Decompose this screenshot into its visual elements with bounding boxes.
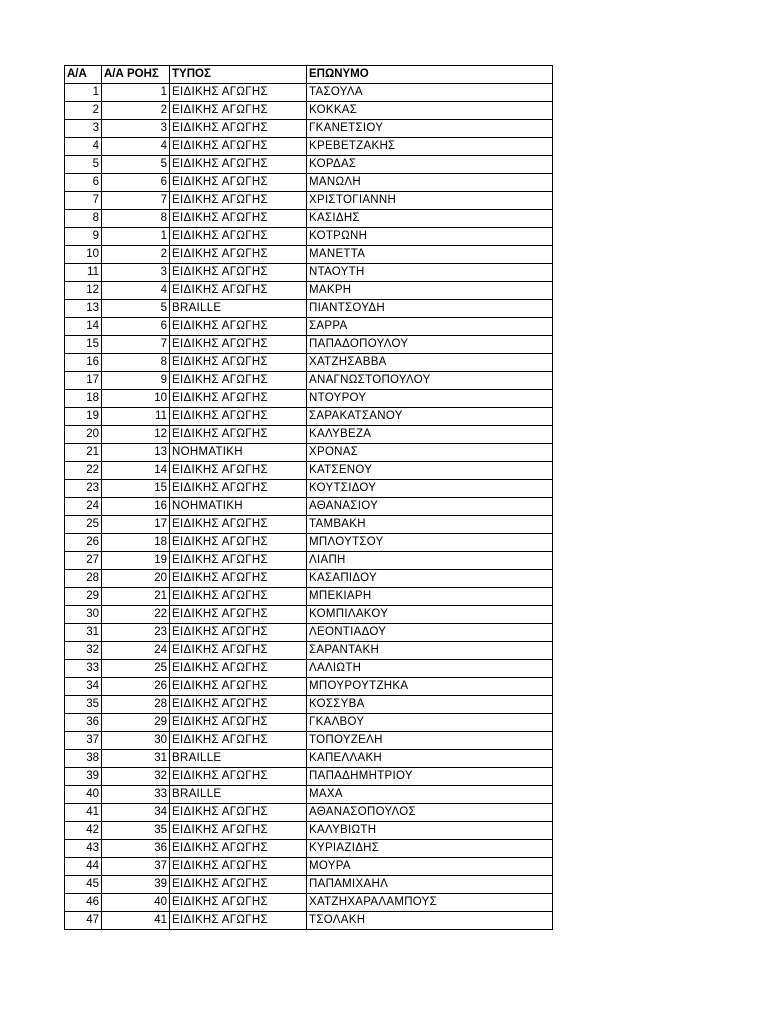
cell-aa: 6	[65, 174, 102, 192]
cell-aa: 21	[65, 444, 102, 462]
cell-eponymo: ΑΘΑΝΑΣΙΟΥ	[307, 498, 553, 516]
cell-aa-rois: 4	[102, 138, 170, 156]
cell-aa: 40	[65, 786, 102, 804]
table-row	[65, 300, 553, 318]
table-row	[65, 894, 553, 912]
cell-typos: ΕΙΔΙΚΗΣ ΑΓΩΓΗΣ	[170, 768, 307, 786]
cell-aa: 34	[65, 678, 102, 696]
cell-aa-rois: 29	[102, 714, 170, 732]
table-row	[65, 174, 553, 192]
cell-typos: ΕΙΔΙΚΗΣ ΑΓΩΓΗΣ	[170, 570, 307, 588]
cell-eponymo: ΤΑΣΟΥΛΑ	[307, 84, 553, 102]
table-row	[65, 246, 553, 264]
cell-typos: ΕΙΔΙΚΗΣ ΑΓΩΓΗΣ	[170, 210, 307, 228]
cell-aa-rois: 20	[102, 570, 170, 588]
cell-aa-rois: 3	[102, 264, 170, 282]
table-row	[65, 282, 553, 300]
cell-aa: 42	[65, 822, 102, 840]
table-row	[65, 516, 553, 534]
cell-typos: ΕΙΔΙΚΗΣ ΑΓΩΓΗΣ	[170, 336, 307, 354]
cell-aa: 38	[65, 750, 102, 768]
cell-aa-rois: 22	[102, 606, 170, 624]
table-row	[65, 228, 553, 246]
cell-aa-rois: 23	[102, 624, 170, 642]
cell-aa-rois: 40	[102, 894, 170, 912]
table-row	[65, 858, 553, 876]
cell-typos: ΕΙΔΙΚΗΣ ΑΓΩΓΗΣ	[170, 282, 307, 300]
cell-typos: ΕΙΔΙΚΗΣ ΑΓΩΓΗΣ	[170, 804, 307, 822]
cell-aa: 36	[65, 714, 102, 732]
cell-aa-rois: 31	[102, 750, 170, 768]
cell-aa: 1	[65, 84, 102, 102]
cell-eponymo: ΜΠΟΥΡΟΥΤΖΗΚΑ	[307, 678, 553, 696]
cell-aa-rois: 15	[102, 480, 170, 498]
table-row	[65, 444, 553, 462]
table-row	[65, 138, 553, 156]
cell-aa-rois: 39	[102, 876, 170, 894]
cell-eponymo: ΚΡΕΒΕΤΖΑΚΗΣ	[307, 138, 553, 156]
table-row	[65, 678, 553, 696]
cell-aa: 10	[65, 246, 102, 264]
cell-aa: 22	[65, 462, 102, 480]
cell-eponymo: ΛΙΑΠΗ	[307, 552, 553, 570]
table-row	[65, 642, 553, 660]
table-row	[65, 336, 553, 354]
cell-aa: 33	[65, 660, 102, 678]
cell-eponymo: ΓΚΑΛΒΟΥ	[307, 714, 553, 732]
table-row	[65, 876, 553, 894]
cell-aa-rois: 8	[102, 354, 170, 372]
cell-typos: ΕΙΔΙΚΗΣ ΑΓΩΓΗΣ	[170, 408, 307, 426]
table-row	[65, 534, 553, 552]
cell-typos: ΕΙΔΙΚΗΣ ΑΓΩΓΗΣ	[170, 372, 307, 390]
table-row	[65, 624, 553, 642]
cell-aa: 17	[65, 372, 102, 390]
cell-typos: ΕΙΔΙΚΗΣ ΑΓΩΓΗΣ	[170, 462, 307, 480]
cell-typos: ΕΙΔΙΚΗΣ ΑΓΩΓΗΣ	[170, 246, 307, 264]
cell-eponymo: ΚΑΤΣΕΝΟΥ	[307, 462, 553, 480]
header-eponymo: ΕΠΩΝΥΜΟ	[307, 66, 553, 84]
cell-eponymo: ΣΑΡΡΑ	[307, 318, 553, 336]
cell-aa: 23	[65, 480, 102, 498]
cell-eponymo: ΣΑΡΑΝΤΑΚΗ	[307, 642, 553, 660]
cell-eponymo: ΛΑΛΙΩΤΗ	[307, 660, 553, 678]
cell-aa-rois: 21	[102, 588, 170, 606]
cell-aa: 45	[65, 876, 102, 894]
cell-aa: 26	[65, 534, 102, 552]
cell-eponymo: ΤΟΠΟΥΖΕΛΗ	[307, 732, 553, 750]
table-row	[65, 156, 553, 174]
cell-eponymo: ΚΑΣΙΔΗΣ	[307, 210, 553, 228]
cell-aa: 16	[65, 354, 102, 372]
cell-aa-rois: 16	[102, 498, 170, 516]
cell-aa-rois: 41	[102, 912, 170, 930]
cell-typos: ΕΙΔΙΚΗΣ ΑΓΩΓΗΣ	[170, 120, 307, 138]
cell-aa-rois: 10	[102, 390, 170, 408]
cell-aa-rois: 24	[102, 642, 170, 660]
cell-aa-rois: 13	[102, 444, 170, 462]
table-row	[65, 588, 553, 606]
cell-aa-rois: 4	[102, 282, 170, 300]
header-aa-rois: Α/Α ΡΟΗΣ	[102, 66, 170, 84]
cell-typos: BRAILLE	[170, 786, 307, 804]
cell-typos: BRAILLE	[170, 300, 307, 318]
cell-aa-rois: 26	[102, 678, 170, 696]
cell-aa: 13	[65, 300, 102, 318]
table-row	[65, 264, 553, 282]
cell-aa: 18	[65, 390, 102, 408]
table-row	[65, 732, 553, 750]
table-row	[65, 570, 553, 588]
cell-aa-rois: 37	[102, 858, 170, 876]
cell-aa: 46	[65, 894, 102, 912]
cell-aa-rois: 18	[102, 534, 170, 552]
cell-aa-rois: 8	[102, 210, 170, 228]
cell-aa-rois: 1	[102, 84, 170, 102]
cell-typos: ΕΙΔΙΚΗΣ ΑΓΩΓΗΣ	[170, 642, 307, 660]
cell-aa-rois: 28	[102, 696, 170, 714]
cell-typos: ΕΙΔΙΚΗΣ ΑΓΩΓΗΣ	[170, 624, 307, 642]
cell-aa-rois: 34	[102, 804, 170, 822]
cell-typos: ΕΙΔΙΚΗΣ ΑΓΩΓΗΣ	[170, 84, 307, 102]
cell-typos: ΕΙΔΙΚΗΣ ΑΓΩΓΗΣ	[170, 426, 307, 444]
table-row	[65, 840, 553, 858]
cell-typos: ΕΙΔΙΚΗΣ ΑΓΩΓΗΣ	[170, 534, 307, 552]
cell-aa-rois: 17	[102, 516, 170, 534]
table-row	[65, 318, 553, 336]
cell-eponymo: ΚΑΛΥΒΙΩΤΗ	[307, 822, 553, 840]
header-typos: ΤΥΠΟΣ	[170, 66, 307, 84]
table-row	[65, 912, 553, 930]
cell-aa: 31	[65, 624, 102, 642]
table-row	[65, 498, 553, 516]
cell-typos: ΕΙΔΙΚΗΣ ΑΓΩΓΗΣ	[170, 822, 307, 840]
cell-aa: 7	[65, 192, 102, 210]
cell-typos: ΕΙΔΙΚΗΣ ΑΓΩΓΗΣ	[170, 354, 307, 372]
table-row	[65, 696, 553, 714]
cell-aa: 2	[65, 102, 102, 120]
cell-typos: ΕΙΔΙΚΗΣ ΑΓΩΓΗΣ	[170, 174, 307, 192]
table-row	[65, 804, 553, 822]
table-row	[65, 390, 553, 408]
cell-typos: ΕΙΔΙΚΗΣ ΑΓΩΓΗΣ	[170, 732, 307, 750]
cell-typos: ΕΙΔΙΚΗΣ ΑΓΩΓΗΣ	[170, 156, 307, 174]
cell-eponymo: ΤΣΟΛΑΚΗ	[307, 912, 553, 930]
cell-aa-rois: 30	[102, 732, 170, 750]
cell-aa-rois: 3	[102, 120, 170, 138]
table-row	[65, 354, 553, 372]
table-row	[65, 660, 553, 678]
cell-aa: 12	[65, 282, 102, 300]
cell-eponymo: ΣΑΡΑΚΑΤΣΑΝΟΥ	[307, 408, 553, 426]
cell-eponymo: ΑΘΑΝΑΣΟΠΟΥΛΟΣ	[307, 804, 553, 822]
cell-eponymo: ΜΠΛΟΥΤΣΟΥ	[307, 534, 553, 552]
table-row	[65, 120, 553, 138]
cell-aa: 19	[65, 408, 102, 426]
cell-aa-rois: 19	[102, 552, 170, 570]
cell-aa-rois: 9	[102, 372, 170, 390]
cell-aa: 15	[65, 336, 102, 354]
cell-typos: ΕΙΔΙΚΗΣ ΑΓΩΓΗΣ	[170, 696, 307, 714]
cell-aa: 44	[65, 858, 102, 876]
cell-eponymo: ΠΑΠΑΔΗΜΗΤΡΙΟΥ	[307, 768, 553, 786]
students-table	[64, 65, 553, 930]
cell-eponymo: ΚΟΥΤΣΙΔΟΥ	[307, 480, 553, 498]
cell-aa-rois: 32	[102, 768, 170, 786]
cell-eponymo: ΚΟΣΣΥΒΑ	[307, 696, 553, 714]
cell-eponymo: ΚΑΣΑΠΙΔΟΥ	[307, 570, 553, 588]
table-row	[65, 210, 553, 228]
cell-aa-rois: 33	[102, 786, 170, 804]
cell-aa-rois: 2	[102, 246, 170, 264]
cell-aa: 43	[65, 840, 102, 858]
table-row	[65, 822, 553, 840]
cell-eponymo: ΚΑΛΥΒΕΖΑ	[307, 426, 553, 444]
cell-aa: 32	[65, 642, 102, 660]
cell-typos: ΕΙΔΙΚΗΣ ΑΓΩΓΗΣ	[170, 480, 307, 498]
cell-typos: ΝΟΗΜΑΤΙΚΗ	[170, 444, 307, 462]
cell-typos: ΕΙΔΙΚΗΣ ΑΓΩΓΗΣ	[170, 516, 307, 534]
cell-eponymo: ΚΑΠΕΛΛΑΚΗ	[307, 750, 553, 768]
table-row	[65, 192, 553, 210]
cell-typos: ΕΙΔΙΚΗΣ ΑΓΩΓΗΣ	[170, 552, 307, 570]
cell-aa: 39	[65, 768, 102, 786]
table-row	[65, 426, 553, 444]
header-aa: Α/Α	[65, 66, 102, 84]
cell-aa: 8	[65, 210, 102, 228]
cell-aa-rois: 14	[102, 462, 170, 480]
cell-eponymo: ΚΥΡΙΑΖΙΔΗΣ	[307, 840, 553, 858]
cell-aa: 4	[65, 138, 102, 156]
cell-aa: 35	[65, 696, 102, 714]
cell-aa: 25	[65, 516, 102, 534]
cell-aa: 20	[65, 426, 102, 444]
table-row	[65, 606, 553, 624]
cell-aa: 5	[65, 156, 102, 174]
cell-typos: ΕΙΔΙΚΗΣ ΑΓΩΓΗΣ	[170, 678, 307, 696]
table-row	[65, 750, 553, 768]
cell-eponymo: ΜΑΝΩΛΗ	[307, 174, 553, 192]
cell-eponymo: ΚΟΜΠΙΛΑΚΟΥ	[307, 606, 553, 624]
cell-typos: ΕΙΔΙΚΗΣ ΑΓΩΓΗΣ	[170, 894, 307, 912]
cell-typos: ΕΙΔΙΚΗΣ ΑΓΩΓΗΣ	[170, 876, 307, 894]
cell-eponymo: ΝΤΑΟΥΤΗ	[307, 264, 553, 282]
table-row	[65, 84, 553, 102]
cell-eponymo: ΠΑΠΑΜΙΧΑΗΛ	[307, 876, 553, 894]
cell-aa: 41	[65, 804, 102, 822]
cell-aa-rois: 12	[102, 426, 170, 444]
table-row	[65, 408, 553, 426]
cell-aa: 11	[65, 264, 102, 282]
cell-typos: ΕΙΔΙΚΗΣ ΑΓΩΓΗΣ	[170, 858, 307, 876]
cell-aa-rois: 7	[102, 192, 170, 210]
cell-eponymo: ΝΤΟΥΡΟΥ	[307, 390, 553, 408]
cell-typos: BRAILLE	[170, 750, 307, 768]
cell-eponymo: ΓΚΑΝΕΤΣΙΟΥ	[307, 120, 553, 138]
cell-typos: ΕΙΔΙΚΗΣ ΑΓΩΓΗΣ	[170, 102, 307, 120]
cell-eponymo: ΤΑΜΒΑΚΗ	[307, 516, 553, 534]
cell-aa-rois: 2	[102, 102, 170, 120]
cell-aa: 9	[65, 228, 102, 246]
table-row	[65, 102, 553, 120]
cell-typos: ΕΙΔΙΚΗΣ ΑΓΩΓΗΣ	[170, 390, 307, 408]
table-row	[65, 786, 553, 804]
cell-typos: ΕΙΔΙΚΗΣ ΑΓΩΓΗΣ	[170, 660, 307, 678]
table-row	[65, 768, 553, 786]
cell-eponymo: ΠΑΠΑΔΟΠΟΥΛΟΥ	[307, 336, 553, 354]
cell-eponymo: ΧΑΤΖΗΣΑΒΒΑ	[307, 354, 553, 372]
cell-typos: ΕΙΔΙΚΗΣ ΑΓΩΓΗΣ	[170, 840, 307, 858]
cell-aa-rois: 7	[102, 336, 170, 354]
cell-aa-rois: 35	[102, 822, 170, 840]
cell-eponymo: ΧΡΙΣΤΟΓΙΑΝΝΗ	[307, 192, 553, 210]
cell-eponymo: ΜΑΝΕΤΤΑ	[307, 246, 553, 264]
cell-typos: ΕΙΔΙΚΗΣ ΑΓΩΓΗΣ	[170, 264, 307, 282]
cell-aa-rois: 1	[102, 228, 170, 246]
cell-aa: 27	[65, 552, 102, 570]
table-row	[65, 552, 553, 570]
header-row	[65, 66, 553, 84]
cell-typos: ΕΙΔΙΚΗΣ ΑΓΩΓΗΣ	[170, 714, 307, 732]
cell-eponymo: ΜΟΥΡΑ	[307, 858, 553, 876]
cell-aa-rois: 5	[102, 156, 170, 174]
cell-typos: ΕΙΔΙΚΗΣ ΑΓΩΓΗΣ	[170, 228, 307, 246]
cell-aa: 24	[65, 498, 102, 516]
cell-aa: 47	[65, 912, 102, 930]
cell-eponymo: ΜΑΧΑ	[307, 786, 553, 804]
cell-eponymo: ΠΙΑΝΤΣΟΥΔΗ	[307, 300, 553, 318]
cell-aa: 30	[65, 606, 102, 624]
cell-typos: ΕΙΔΙΚΗΣ ΑΓΩΓΗΣ	[170, 192, 307, 210]
table-row	[65, 714, 553, 732]
cell-typos: ΕΙΔΙΚΗΣ ΑΓΩΓΗΣ	[170, 606, 307, 624]
cell-eponymo: ΚΟΡΔΑΣ	[307, 156, 553, 174]
cell-typos: ΕΙΔΙΚΗΣ ΑΓΩΓΗΣ	[170, 318, 307, 336]
cell-eponymo: ΜΠΕΚΙΑΡΗ	[307, 588, 553, 606]
cell-aa: 37	[65, 732, 102, 750]
table-row	[65, 480, 553, 498]
table-body	[65, 84, 553, 930]
cell-eponymo: ΚΟΚΚΑΣ	[307, 102, 553, 120]
cell-eponymo: ΛΕΟΝΤΙΑΔΟΥ	[307, 624, 553, 642]
cell-aa: 28	[65, 570, 102, 588]
cell-aa-rois: 11	[102, 408, 170, 426]
cell-aa: 3	[65, 120, 102, 138]
cell-typos: ΕΙΔΙΚΗΣ ΑΓΩΓΗΣ	[170, 588, 307, 606]
cell-aa-rois: 5	[102, 300, 170, 318]
cell-eponymo: ΜΑΚΡΗ	[307, 282, 553, 300]
cell-aa: 14	[65, 318, 102, 336]
cell-eponymo: ΑΝΑΓΝΩΣΤΟΠΟΥΛΟΥ	[307, 372, 553, 390]
cell-typos: ΕΙΔΙΚΗΣ ΑΓΩΓΗΣ	[170, 138, 307, 156]
cell-typos: ΕΙΔΙΚΗΣ ΑΓΩΓΗΣ	[170, 912, 307, 930]
table-row	[65, 372, 553, 390]
cell-eponymo: ΧΡΟΝΑΣ	[307, 444, 553, 462]
cell-aa-rois: 6	[102, 318, 170, 336]
cell-eponymo: ΚΟΤΡΩΝΗ	[307, 228, 553, 246]
cell-typos: ΝΟΗΜΑΤΙΚΗ	[170, 498, 307, 516]
table-row	[65, 462, 553, 480]
cell-aa-rois: 36	[102, 840, 170, 858]
cell-aa: 29	[65, 588, 102, 606]
cell-aa-rois: 25	[102, 660, 170, 678]
cell-eponymo: ΧΑΤΖΗΧΑΡΑΛΑΜΠΟΥΣ	[307, 894, 553, 912]
cell-aa-rois: 6	[102, 174, 170, 192]
